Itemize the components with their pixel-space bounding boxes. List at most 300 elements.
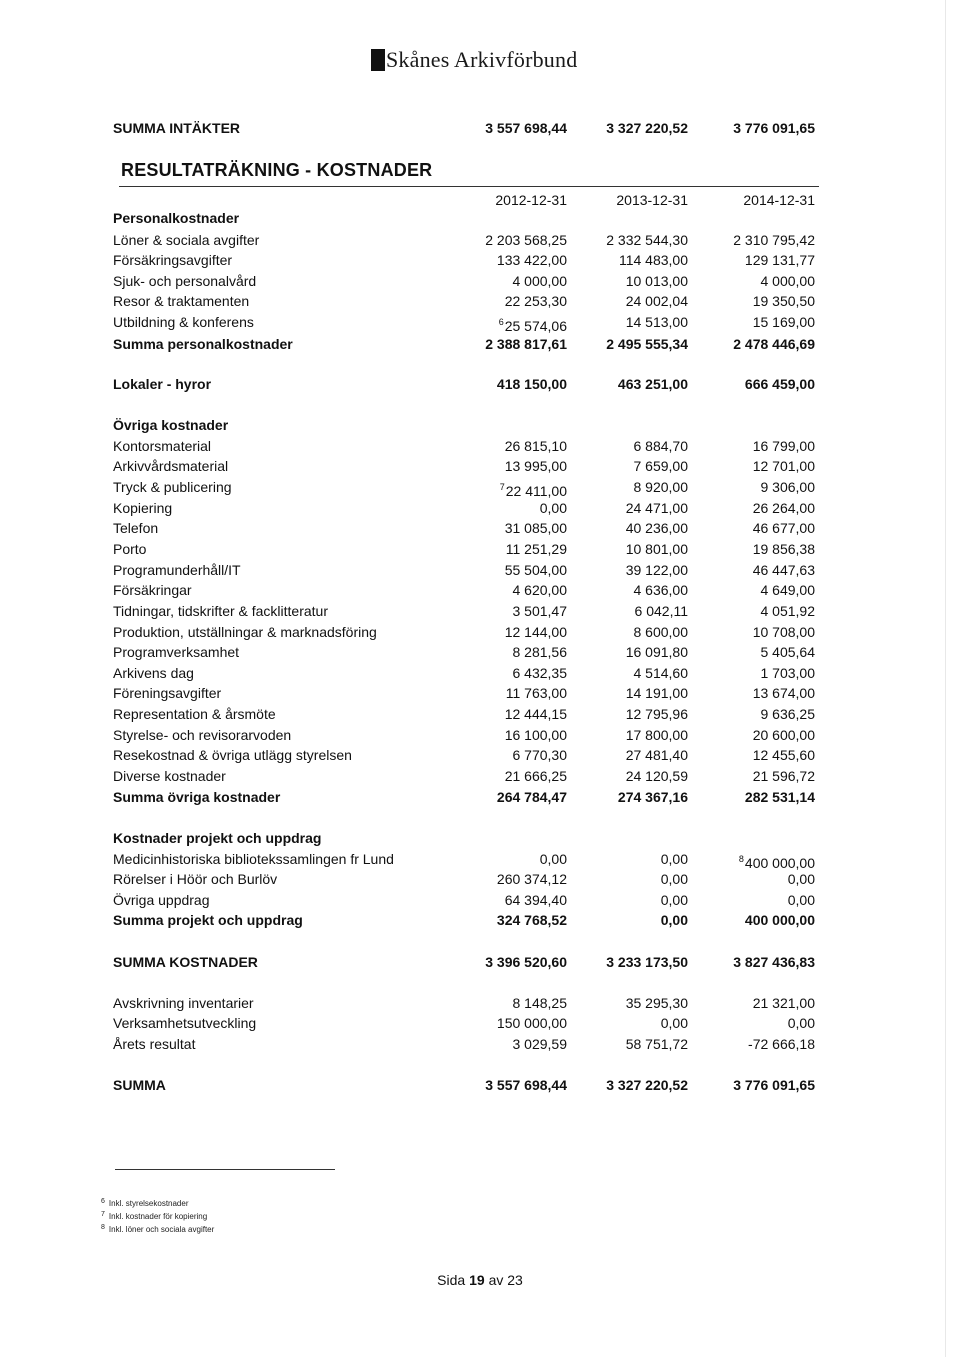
table-row-amount-2: 16 091,80: [625, 644, 688, 660]
table-row: [0, 622, 960, 642]
table-row-amount-2: 24 471,00: [625, 500, 688, 516]
table-row-value-2: [548, 1034, 688, 1054]
footnote-text: Inkl. styrelsekostnader: [108, 1199, 189, 1208]
total-row-value-2: [548, 952, 688, 972]
table-row-amount-3: 12 701,00: [752, 458, 815, 474]
table-row: [0, 271, 960, 291]
table-row-label: Diverse kostnader: [113, 768, 226, 784]
table-row: [0, 539, 960, 559]
footnote-ref: 6: [498, 317, 504, 327]
table-row-value-3: [675, 622, 815, 642]
table-row-value-3: [675, 683, 815, 703]
table-row-value-3: [675, 663, 815, 683]
table-row-value-3: [675, 291, 815, 311]
table-row-value-1: [427, 745, 567, 765]
table-row-value-3: [675, 725, 815, 745]
table-row-amount-2: 12 795,96: [625, 706, 688, 722]
total-row-amount-3: 2 478 446,69: [733, 336, 815, 352]
summary-row-value-3: [675, 118, 815, 138]
table-row-value-3: [675, 890, 815, 910]
total-row-label: SUMMA KOSTNADER: [113, 954, 258, 970]
table-row-amount-3: 16 799,00: [752, 438, 815, 454]
table-row-value-1: [427, 250, 567, 270]
table-row-value-2: [548, 312, 688, 332]
table-row-amount-1: 21 666,25: [504, 768, 567, 784]
total-row-value-1: [427, 952, 567, 972]
table-row-value-2: [548, 560, 688, 580]
table-row-amount-3: 129 131,77: [744, 252, 815, 268]
table-row-amount-2: 58 751,72: [625, 1036, 688, 1052]
total-row-label: Summa övriga kostnader: [113, 789, 281, 805]
table-row-amount-3: 12 455,60: [752, 747, 815, 763]
summary-row-value-1: [427, 118, 567, 138]
total-row-value-3: [675, 334, 815, 354]
total-row-amount-1: 3 557 698,44: [485, 1077, 567, 1093]
table-row-label: Tryck & publicering: [113, 479, 232, 495]
table-row: [0, 890, 960, 910]
table-row-label: Representation & årsmöte: [113, 706, 276, 722]
table-row-value-3: [675, 993, 815, 1013]
table-row-value-3: [675, 869, 815, 889]
summary-row: [0, 118, 960, 138]
total-row-label: Summa personalkostnader: [113, 336, 293, 352]
table-row-value-1: [427, 498, 567, 518]
table-row-amount-3: 1 703,00: [760, 665, 815, 681]
group-heading: [0, 415, 960, 435]
table-row-value-2: [548, 622, 688, 642]
total-row: [0, 787, 960, 807]
table-row-amount-2: 8 920,00: [633, 479, 688, 495]
total-row-amount-3: 3 827 436,83: [733, 954, 815, 970]
table-row-label: Medicinhistoriska bibliotekssamlingen fr Lund: [113, 851, 394, 867]
total-row-value-1: [427, 787, 567, 807]
total-row-value-3: [675, 374, 815, 394]
table-row-value-3: [675, 539, 815, 559]
table-row-amount-1: 12 444,15: [504, 706, 567, 722]
table-row-label: Produktion, utställningar & marknadsföring: [113, 624, 377, 640]
table-row-amount-3: 19 856,38: [752, 541, 815, 557]
table-row-amount-1: 55 504,00: [504, 562, 567, 578]
table-row-value-1: [427, 704, 567, 724]
table-row: [0, 642, 960, 662]
table-row-amount-2: 24 002,04: [625, 293, 688, 309]
section-title: RESULTATRÄKNING - KOSTNADER: [121, 160, 433, 180]
table-row: [0, 560, 960, 580]
table-row: [0, 580, 960, 600]
table-row-amount-2: 14 191,00: [625, 685, 688, 701]
table-row-value-1: [427, 560, 567, 580]
table-row-amount-3: 4 649,00: [760, 582, 815, 598]
total-row: [0, 334, 960, 354]
table-row-amount-3: 13 674,00: [752, 685, 815, 701]
summary-row-amount-3: 3 776 091,65: [733, 120, 815, 136]
table-row-value-2: [548, 745, 688, 765]
table-row-amount-2: 39 122,00: [625, 562, 688, 578]
table-row-value-2: [548, 539, 688, 559]
table-row-amount-2: 114 483,00: [618, 252, 688, 268]
page-label: Sida: [437, 1272, 466, 1288]
table-row: [0, 993, 960, 1013]
total-row-value-1: [427, 910, 567, 930]
footnote-rule: [115, 1169, 335, 1170]
table-row-amount-3: 4 000,00: [760, 273, 815, 289]
table-row-amount-2: 10 013,00: [625, 273, 688, 289]
table-row-label: Programunderhåll/IT: [113, 562, 241, 578]
group-heading: [0, 208, 960, 228]
table-row-value-1: [427, 766, 567, 786]
total-row-amount-1: 264 784,47: [496, 789, 567, 805]
page-total: 23: [507, 1272, 523, 1288]
total-row-value-2: [548, 787, 688, 807]
table-row-value-2: [548, 683, 688, 703]
table-row-value-2: [548, 580, 688, 600]
table-row: [0, 250, 960, 270]
table-row-amount-1: 4 000,00: [512, 273, 567, 289]
table-row: [0, 230, 960, 250]
table-row-value-3: [675, 560, 815, 580]
table-row-amount-3: 5 405,64: [760, 644, 815, 660]
table-row-amount-1: 260 374,12: [496, 871, 567, 887]
table-row-value-2: [548, 725, 688, 745]
table-row-value-3: [675, 580, 815, 600]
total-row-value-2: [548, 1075, 688, 1095]
table-row-label: Telefon: [113, 520, 159, 536]
total-row-value-2: [548, 374, 688, 394]
table-row-amount-1: 3 029,59: [512, 1036, 567, 1052]
table-row-value-1: [427, 230, 567, 250]
table-row-amount-2: 4 514,60: [633, 665, 688, 681]
table-row-label: Årets resultat: [113, 1036, 196, 1052]
table-row-value-1: [427, 436, 567, 456]
table-row: [0, 312, 960, 332]
total-row: [0, 952, 960, 972]
table-row-value-2: [548, 663, 688, 683]
footnote: [101, 1209, 214, 1222]
table-row-amount-3: 400 000,00: [744, 855, 815, 871]
table-row-amount-2: 14 513,00: [625, 314, 688, 330]
table-row-value-1: [427, 622, 567, 642]
table-row-value-3: [675, 498, 815, 518]
table-row-label: Föreningsavgifter: [113, 685, 222, 701]
table-row-amount-2: 6 042,11: [634, 603, 688, 619]
table-row-value-1: [427, 869, 567, 889]
table-row-amount-1: 12 144,00: [504, 624, 567, 640]
table-row-value-1: [427, 663, 567, 683]
table-row: [0, 869, 960, 889]
total-row-amount-3: 666 459,00: [744, 376, 815, 392]
table-row-amount-2: 6 884,70: [633, 438, 688, 454]
group-heading-label: Kostnader projekt och uppdrag: [113, 830, 322, 846]
table-row-amount-1: 26 815,10: [504, 438, 567, 454]
footnote-number: 7: [101, 1211, 105, 1218]
brand-name: Skånes Arkivförbund: [386, 47, 578, 72]
table-row-amount-3: 46 677,00: [752, 520, 815, 536]
table-row-value-1: [427, 518, 567, 538]
table-row-value-1: [427, 580, 567, 600]
table-row-amount-2: 0,00: [660, 871, 688, 887]
footnote-ref: 7: [499, 482, 505, 492]
table-row-amount-3: 26 264,00: [752, 500, 815, 516]
total-row: [0, 910, 960, 930]
table-row-amount-1: 64 394,40: [504, 892, 567, 908]
table-row-value-1: [427, 291, 567, 311]
summary-row-amount-1: 3 557 698,44: [485, 120, 567, 136]
table-row-amount-1: 150 000,00: [496, 1015, 567, 1031]
table-row-amount-2: 7 659,00: [633, 458, 688, 474]
table-row-label: Löner & sociala avgifter: [113, 232, 260, 248]
table-row: [0, 725, 960, 745]
table-row-value-1: [427, 601, 567, 621]
table-row-amount-3: 2 310 795,42: [733, 232, 815, 248]
table-row-amount-2: 10 801,00: [625, 541, 688, 557]
table-row: [0, 291, 960, 311]
table-row-amount-2: 0,00: [660, 892, 688, 908]
footnote-text: Inkl. löner och sociala avgifter: [108, 1225, 215, 1234]
table-row-amount-1: 6 432,35: [512, 665, 567, 681]
table-row-amount-1: 22 253,30: [504, 293, 567, 309]
table-row-value-3: [675, 456, 815, 476]
table-row-amount-1: 6 770,30: [512, 747, 567, 763]
table-row: [0, 456, 960, 476]
table-row-amount-2: 24 120,59: [625, 768, 688, 784]
table-row-value-2: [548, 518, 688, 538]
footnote-number: 6: [101, 1198, 105, 1205]
footnote: [101, 1222, 214, 1235]
table-row-value-2: [548, 849, 688, 869]
table-row-label: Arkivens dag: [113, 665, 194, 681]
table-row-amount-3: 46 447,63: [752, 562, 815, 578]
table-row-value-1: [427, 725, 567, 745]
table-row-amount-3: 0,00: [787, 1015, 815, 1031]
table-row-value-1: [427, 993, 567, 1013]
total-row-value-1: [427, 374, 567, 394]
table-row-amount-1: 0,00: [539, 851, 567, 867]
table-row: [0, 745, 960, 765]
column-header-row: [0, 190, 960, 210]
table-row-amount-3: 4 051,92: [760, 603, 815, 619]
table-row-value-2: [548, 498, 688, 518]
total-row-value-3: [675, 952, 815, 972]
table-row-value-1: [427, 539, 567, 559]
table-row: [0, 663, 960, 683]
table-row-label: Verksamhetsutveckling: [113, 1015, 257, 1031]
total-row-amount-2: 2 495 555,34: [606, 336, 688, 352]
table-row: [0, 477, 960, 497]
table-row-amount-1: 25 574,06: [504, 318, 567, 334]
table-row: [0, 518, 960, 538]
table-row-amount-1: 11 251,29: [505, 541, 567, 557]
table-row: [0, 849, 960, 869]
table-row-amount-3: 19 350,50: [752, 293, 815, 309]
table-row-amount-3: 9 306,00: [760, 479, 815, 495]
total-row-amount-2: 463 251,00: [617, 376, 688, 392]
table-row-label: Rörelser i Höör och Burlöv: [113, 871, 278, 887]
table-row-label: Tidningar, tidskrifter & facklitteratur: [113, 603, 329, 619]
table-row-value-3: [675, 642, 815, 662]
table-row-amount-1: 11 763,00: [505, 685, 567, 701]
total-row-value-3: [675, 1075, 815, 1095]
table-row-label: Styrelse- och revisorarvoden: [113, 727, 292, 743]
total-row-value-2: [548, 334, 688, 354]
table-row-amount-2: 40 236,00: [625, 520, 688, 536]
table-row-label: Utbildning & konferens: [113, 314, 254, 330]
table-row-amount-3: 15 169,00: [752, 314, 815, 330]
table-row-value-3: [675, 745, 815, 765]
column-header: 2014-12-31: [743, 192, 815, 208]
table-row-value-1: [427, 890, 567, 910]
table-row-value-1: [427, 642, 567, 662]
table-row-value-2: [548, 869, 688, 889]
table-row-amount-1: 22 411,00: [505, 483, 567, 499]
table-row-amount-2: 0,00: [660, 851, 688, 867]
table-row-value-2: [548, 291, 688, 311]
table-row-value-2: [548, 766, 688, 786]
group-heading-label: Personalkostnader: [113, 210, 240, 226]
table-row-amount-1: 31 085,00: [504, 520, 567, 536]
table-row: [0, 498, 960, 518]
table-row-amount-1: 16 100,00: [504, 727, 567, 743]
table-row-amount-1: 8 281,56: [512, 644, 567, 660]
column-header: 2013-12-31: [616, 192, 688, 208]
summary-row-label: SUMMA INTÄKTER: [113, 120, 241, 136]
table-row-amount-3: -72 666,18: [748, 1036, 815, 1052]
table-row-value-2: [548, 477, 688, 497]
total-row-label: Lokaler - hyror: [113, 376, 212, 392]
total-row-amount-1: 2 388 817,61: [485, 336, 567, 352]
table-row-value-1: [427, 683, 567, 703]
total-row-amount-3: 400 000,00: [744, 912, 815, 928]
table-row-value-3: [675, 477, 815, 497]
table-row-amount-3: 0,00: [787, 892, 815, 908]
table-row: [0, 704, 960, 724]
total-row-amount-1: 324 768,52: [496, 912, 567, 928]
table-row-amount-3: 21 596,72: [752, 768, 815, 784]
group-heading-label: Övriga kostnader: [113, 417, 229, 433]
table-row-value-3: [675, 518, 815, 538]
total-row-value-3: [675, 910, 815, 930]
table-row: [0, 436, 960, 456]
total-row-label: Summa projekt och uppdrag: [113, 912, 303, 928]
table-row: [0, 1034, 960, 1054]
footnote-ref: 8: [738, 854, 744, 864]
table-row-value-3: [675, 436, 815, 456]
table-row-value-3: [675, 312, 815, 332]
table-row-label: Programverksamhet: [113, 644, 240, 660]
table-row-value-1: [427, 849, 567, 869]
table-row-value-3: [675, 704, 815, 724]
table-row-value-2: [548, 704, 688, 724]
table-row-value-1: [427, 271, 567, 291]
table-row-amount-2: 8 600,00: [633, 624, 688, 640]
table-row-amount-2: 4 636,00: [633, 582, 688, 598]
total-row-amount-1: 3 396 520,60: [485, 954, 567, 970]
table-row-label: Kontorsmaterial: [113, 438, 212, 454]
group-heading: [0, 828, 960, 848]
total-row-value-1: [427, 1075, 567, 1095]
total-row-amount-3: 282 531,14: [744, 789, 815, 805]
table-row-value-2: [548, 271, 688, 291]
total-row-amount-2: 274 367,16: [617, 789, 688, 805]
total-row: [0, 374, 960, 394]
table-row-value-2: [548, 250, 688, 270]
total-row-value-2: [548, 910, 688, 930]
footnotes: [101, 1196, 214, 1235]
total-row-label: SUMMA: [113, 1077, 166, 1093]
table-row-value-2: [548, 230, 688, 250]
table-row: [0, 766, 960, 786]
table-row: [0, 1013, 960, 1033]
table-row-value-2: [548, 993, 688, 1013]
table-row-value-3: [675, 601, 815, 621]
table-row-label: Försäkringsavgifter: [113, 252, 233, 268]
total-row-amount-2: 3 233 173,50: [606, 954, 688, 970]
table-row-amount-2: 35 295,30: [625, 995, 688, 1011]
total-row: [0, 1075, 960, 1095]
table-row-amount-2: 27 481,40: [625, 747, 688, 763]
page-number: 19: [469, 1272, 485, 1288]
table-row-label: Sjuk- och personalvård: [113, 273, 257, 289]
table-row-amount-1: 13 995,00: [504, 458, 567, 474]
footnote: [101, 1196, 214, 1209]
table-row-amount-2: 17 800,00: [625, 727, 688, 743]
table-row-label: Arkivvårdsmaterial: [113, 458, 229, 474]
table-row: [0, 683, 960, 703]
table-row-value-1: [427, 1034, 567, 1054]
table-row-label: Övriga uppdrag: [113, 892, 210, 908]
page-footer: [0, 1272, 960, 1288]
table-row-value-2: [548, 1013, 688, 1033]
table-row-value-3: [675, 230, 815, 250]
table-row-label: Avskrivning inventarier: [113, 995, 254, 1011]
table-row-amount-1: 133 422,00: [496, 252, 567, 268]
table-row-value-3: [675, 271, 815, 291]
footnote-text: Inkl. kostnader för kopiering: [108, 1212, 208, 1221]
table-row-amount-1: 0,00: [539, 500, 567, 516]
table-row-label: Resekostnad & övriga utlägg styrelsen: [113, 747, 352, 763]
table-row-amount-1: 2 203 568,25: [485, 232, 567, 248]
total-row-amount-1: 418 150,00: [496, 376, 567, 392]
table-row-label: Försäkringar: [113, 582, 192, 598]
table-row-value-2: [548, 456, 688, 476]
table-row-value-2: [548, 642, 688, 662]
total-row-amount-2: 3 327 220,52: [606, 1077, 688, 1093]
total-row-value-3: [675, 787, 815, 807]
page-sep: av: [488, 1272, 504, 1288]
summary-row-value-2: [548, 118, 688, 138]
table-row-value-1: [427, 1013, 567, 1033]
total-row-amount-3: 3 776 091,65: [733, 1077, 815, 1093]
table-row-amount-3: 0,00: [787, 871, 815, 887]
table-row-label: Resor & traktamenten: [113, 293, 250, 309]
table-row-amount-1: 4 620,00: [512, 582, 567, 598]
total-row-amount-2: 0,00: [660, 912, 688, 928]
table-row-amount-2: 2 332 544,30: [606, 232, 688, 248]
table-row-value-2: [548, 436, 688, 456]
table-row-label: Porto: [113, 541, 147, 557]
summary-row-amount-2: 3 327 220,52: [606, 120, 688, 136]
table-row-value-3: [675, 250, 815, 270]
table-row-amount-3: 10 708,00: [752, 624, 815, 640]
table-row-amount-3: 20 600,00: [752, 727, 815, 743]
column-header: 2012-12-31: [495, 192, 567, 208]
table-row-amount-3: 9 636,25: [760, 706, 815, 722]
table-row-value-2: [548, 601, 688, 621]
table-row-value-3: [675, 1013, 815, 1033]
table-row: [0, 601, 960, 621]
footnote-number: 8: [101, 1224, 105, 1231]
table-row-value-1: [427, 312, 567, 336]
table-row-value-3: [675, 766, 815, 786]
